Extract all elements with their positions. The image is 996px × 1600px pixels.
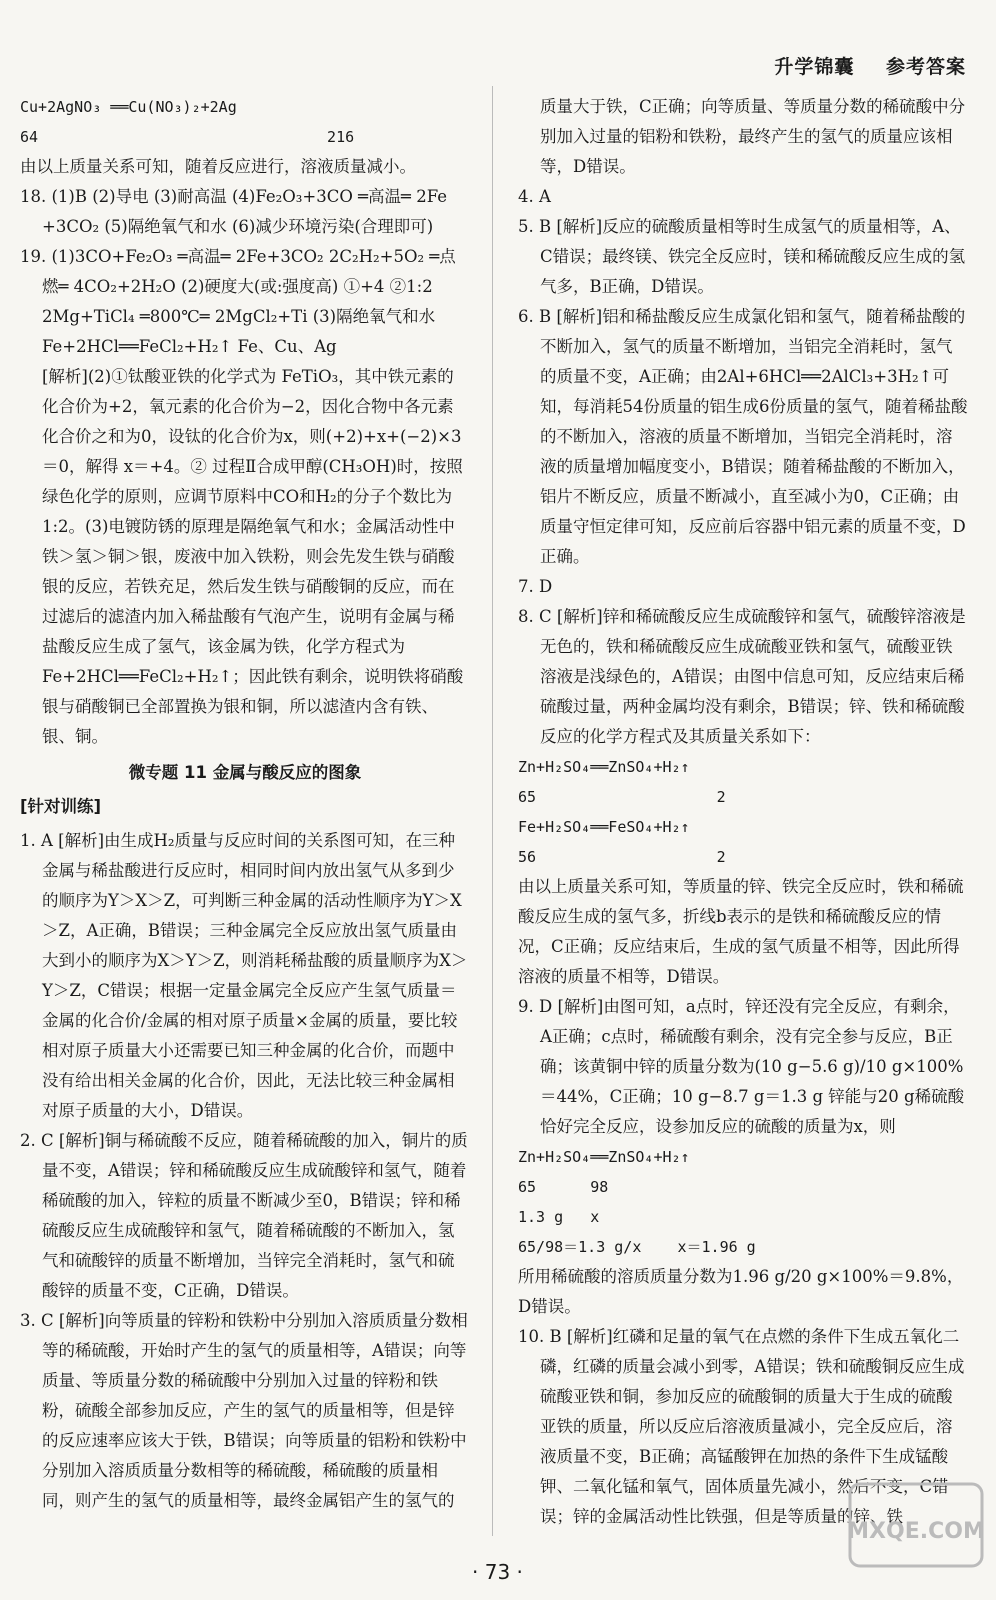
header-section-title: 参考答案 <box>885 56 966 78</box>
answer-2: 2. C [解析]铜与稀硫酸不反应，随着稀硫酸的加入，铜片的质量不变，A错误；锌和稀硫酸反应生成硫酸锌和氢气，随着稀硫酸的加入，锌粒的质量不断减少至0，B错误；锌和稀硫酸反应生成硫酸锌和氢气，随着稀硫酸的不断加入，氢气和硫酸锌的质量不断增加，当锌完全消耗时，氢气和硫酸锌的质量不变，C正确，D错误。 <box>20 1131 468 1300</box>
answer-10: 10. B [解析]红磷和足量的氧气在点燃的条件下生成五氧化二磷，红磷的质量会减小到零，A错误；铁和硫酸铜反应生成硫酸亚铁和铜，参加反应的硫酸铜的质量大于生成的硫酸亚铁的质量，所以反应后溶液质量减小，完全反应后，溶液质量不变，B正确；高锰酸钾在加热的条件下生成锰酸钾、二氧化锰和氧气，固体质量先减小，然后不变，C错误；锌的金属活动性比铁强，但是等质量的锌、铁 <box>518 1327 965 1526</box>
logo-text: MXQE.COM <box>847 1519 985 1544</box>
answer-19: 19. (1)3CO+Fe₂O₃ ═高温═ 2Fe+3CO₂ 2C₂H₂+5O₂ ═点燃═ 4CO₂+2H₂O (2)硬度大(或:强度高) ①+4 ②1:2 2Mg+TiCl₄ ═800℃═ 2MgCl₂+Ti (3)隔绝氧气和水 Fe+2HCl══FeCl₂+H₂↑ Fe、Cu、Ag <box>20 247 456 356</box>
equation-masses-1: 65 98 <box>518 1178 609 1196</box>
equation-note: 由以上质量关系可知，随着反应进行，溶液质量减小。 <box>20 157 416 176</box>
page-number: · 73 · <box>472 1560 523 1584</box>
answer-9: 9. D [解析]由图可知，a点时，锌还没有完全反应，有剩余，A正确；c点时，稀硫酸有剩余，没有完全参与反应，B正确；该黄铜中锌的质量分数为(10 g−5.6 g)/10 g×100%＝44%，C正确；10 g−8.7 g＝1.3 g 锌能与20 g稀硫酸恰好完全反应，设参加反应的硫酸的质量为x，则 <box>518 997 965 1136</box>
equation-fe-masses: 56 2 <box>518 848 726 866</box>
answer-8: 8. C [解析]锌和稀硫酸反应生成硫酸锌和氢气，硫酸锌溶液是无色的，铁和稀硫酸反应生成硫酸亚铁和氢气，硫酸亚铁溶液是浅绿色的，A错误；由图中信息可知，反应结束后稀硫酸过量，两种金属均没有剩余，B错误；锌、铁和稀硫酸反应的化学方程式及其质量关系如下： <box>518 607 966 746</box>
answer-3: 3. C [解析]向等质量的锌粉和铁粉中分别加入溶质质量分数相等的稀硫酸，开始时产生的氢气的质量相等，A错误；向等质量、等质量分数的稀硫酸中分别加入过量的锌粉和铁粉，硫酸全部参加反应，产生的氢气的质量相等，但是锌的反应速率应该大于铁，B错误；向等质量的铝粉和铁粉中分别加入溶质质量分数相等的稀硫酸，稀硫酸的质量相同，则产生的氢气的质量相等，最终金属铝产生的氢气的 <box>20 1311 468 1510</box>
equation-cu-agno3: Cu+2AgNO₃ ══Cu(NO₃)₂+2Ag <box>20 98 237 116</box>
ratio-calculation: 65/98＝1.3 g/x x＝1.96 g <box>518 1238 756 1256</box>
answer-1: 1. A [解析]由生成H₂质量与反应时间的关系图可知，在三种金属与稀盐酸进行反应时，相同时间内放出氢气从多到少的顺序为Y＞X＞Z，可判断三种金属的活动性顺序为Y＞X＞Z，A正确，B错误；三种金属完全反应放出氢气质量由大到小的顺序为X＞Y＞Z，则消耗稀盐酸的质量顺序为X＞Y＞Z，C错误；根据一定量金属完全反应产生氢气质量＝金属的化合价/金属的相对原子质量×金属的质量，要比较相对原子质量大小还需要已知三种金属的化合价，而题中没有给出相关金属的化合价，因此，无法比较三种金属相对原子质量的大小，D错误。 <box>20 831 468 1120</box>
page-header <box>774 52 966 79</box>
column-divider <box>492 86 493 1536</box>
equation-zn-h2so4: Zn+H₂SO₄══ZnSO₄+H₂↑ <box>518 758 690 776</box>
answer-8-conclusion: 由以上质量关系可知，等质量的锌、铁完全反应时，铁和稀硫酸反应生成的氢气多，折线b表示的是铁和稀硫酸反应的情况，C正确；反应结束后，生成的氢气质量不相等，因此所得溶液的质量不相等，D错误。 <box>518 877 964 986</box>
equation-masses-2: 1.3 g x <box>518 1208 600 1226</box>
equation-cu-agno3-masses: 64 216 <box>20 128 355 146</box>
equation-fe-h2so4: Fe+H₂SO₄══FeSO₄+H₂↑ <box>518 818 690 836</box>
topic-title: 微专题 11 金属与酸反应的图象 <box>128 763 362 782</box>
answer-19-analysis: [解析](2)①钛酸亚铁的化学式为 FeTiO₃，其中铁元素的化合价为+2，氧元素的化合价为−2，因化合物中各元素化合价之和为0，设钛的化合价为x，则(+2)+x+(−2)×3＝0，解得 x＝+4。② 过程Ⅱ合成甲醇(CH₃OH)时，按照绿色化学的原则，应调节原料中CO和H₂的分子个数比为1:2。(3)电镀防锈的原理是隔绝氧气和水；金属活动性中铁＞氢＞铜＞银，废液中加入铁粉，则会先发生铁与硝酸银的反应，若铁充足，然后发生铁与硝酸铜的反应，而在过滤后的滤渣内加入稀盐酸有气泡产生，说明有金属与稀盐酸反应生成了氢气，该金属为铁，化学方程式为 Fe+2HCl══FeCl₂+H₂↑；因此铁有剩余，说明铁将硝酸银与硝酸铜已全部置换为银和铜，所以滤渣内含有铁、银、铜。 <box>42 367 464 746</box>
equation-zn-h2so4-2: Zn+H₂SO₄══ZnSO₄+H₂↑ <box>518 1148 690 1166</box>
answer-6: 6. B [解析]铝和稀盐酸反应生成氯化铝和氢气，随着稀盐酸的不断加入，氢气的质量不断增加，当铝完全消耗时，氢气的质量不变，A正确；由2Al+6HCl══2AlCl₃+3H₂↑可知，每消耗54份质量的铝生成6份质量的氢气，随着稀盐酸的不断加入，溶液的质量不断增加，当铝完全消耗时，溶液的质量增加幅度变小，B错误；随着稀盐酸的不断加入，铝片不断反应，质量不断减小，直至减小为0，C正确；由质量守恒定律可知，反应前后容器中铝元素的质量不变，D正确。 <box>518 307 968 566</box>
watermark-logo <box>846 1480 986 1570</box>
answer-9-conclusion: 所用稀硫酸的溶质质量分数为1.96 g/20 g×100%＝9.8%，D错误。 <box>518 1267 964 1316</box>
answer-7: 7. D <box>518 577 553 596</box>
answer-4: 4. A <box>518 187 551 206</box>
section-label: [针对训练] <box>20 797 102 816</box>
equation-zn-masses: 65 2 <box>518 788 726 806</box>
answer-18: 18. (1)B (2)导电 (3)耐高温 (4)Fe₂O₃+3CO ═高温═ 2Fe +3CO₂ (5)隔绝氧气和水 (6)减少环境污染(合理即可) <box>20 187 448 236</box>
left-column <box>20 92 470 1516</box>
answer-3-continued: 质量大于铁，C正确；向等质量、等质量分数的稀硫酸中分别加入过量的铝粉和铁粉，最终产生的氢气的质量应该相等，D错误。 <box>540 97 966 176</box>
answer-5: 5. B [解析]反应的硫酸质量相等时生成氢气的质量相等，A、C错误；最终镁、铁完全反应时，镁和稀硫酸反应生成的氢气多，B正确，D错误。 <box>518 217 966 296</box>
header-book-title: 升学锦囊 <box>774 56 855 78</box>
right-column <box>518 92 968 1532</box>
